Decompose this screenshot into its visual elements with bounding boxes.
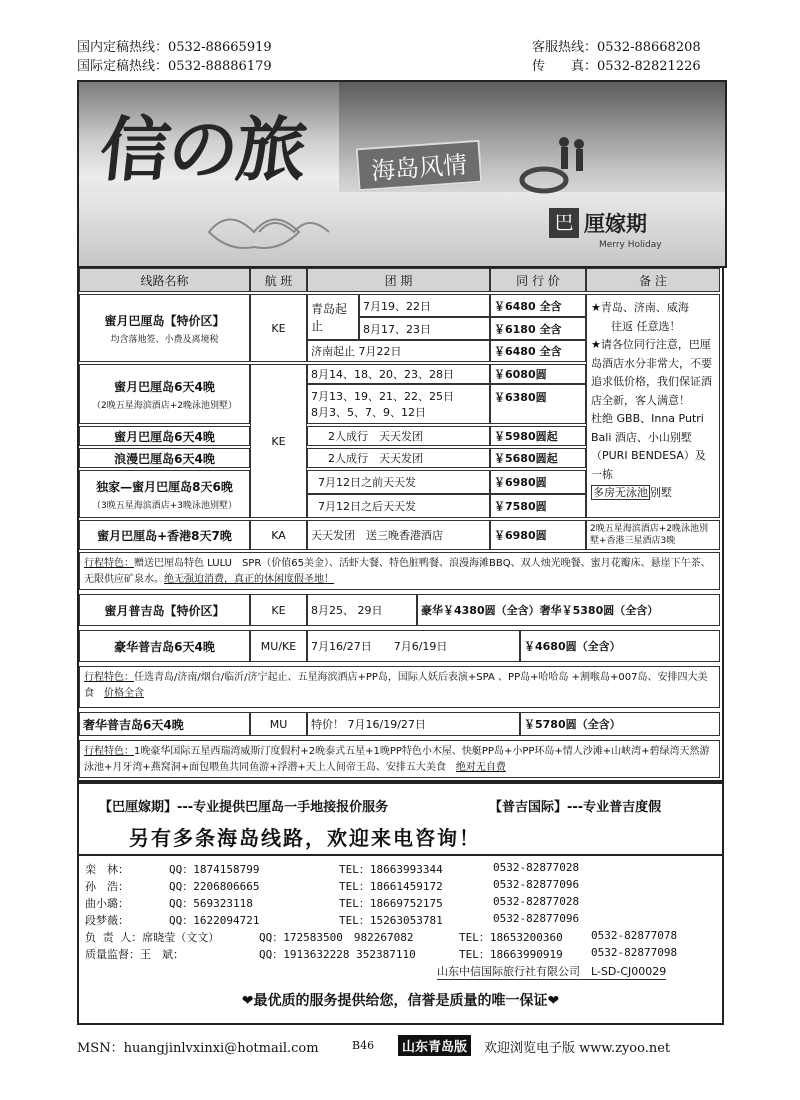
intl-hotline: 国际定稿热线：0532-88886179 [77, 59, 272, 74]
slogan: ❤最优质的服务提供给您，信誉是质量的唯一保证❤ [241, 993, 560, 1009]
date-cell: 特价！ 7月16/19/27日 [307, 712, 520, 736]
features-tail: 价格全含 [104, 688, 144, 699]
route-table [77, 266, 724, 782]
flight-cell: KA [250, 520, 307, 550]
contact-qq: QQ：569323118 [169, 897, 253, 910]
features-label: 行程特色： [84, 672, 134, 683]
promo-line1a: 【巴厘嫁期】---专业提供巴厘岛一手地接报价服务 [99, 800, 389, 815]
date-line: 8月3、5、7、9、12日 [311, 406, 426, 419]
tagline: 海岛风情 [356, 140, 483, 192]
price-cell: ￥6180 全含 [490, 317, 586, 340]
route-name-cell: 蜜月巴厘岛6天4晚 [79, 426, 250, 446]
route-name-cell: 蜜月普吉岛【特价区】 [79, 594, 250, 626]
route-name-cell [79, 364, 250, 424]
merry-holiday-en: Merry Holiday [599, 240, 662, 250]
price-cell: ￥6080圆 [490, 364, 586, 384]
date-cell: 8月14、18、20、23、28日 [307, 364, 490, 384]
route-name-cell: 奢华普吉岛6天4晚 [79, 712, 250, 736]
merry-holiday-cn: 厘嫁期 [584, 212, 647, 236]
col-notes: 备 注 [586, 268, 720, 292]
route-sub: 均含落地签、小费及离境税 [110, 334, 219, 345]
contact-office: 0532-82877096 [493, 878, 580, 891]
date-cell: 天天发团 送三晚香港酒店 [307, 520, 490, 550]
contact-tel: TEL：18661459172 [339, 880, 443, 893]
company-license: 山东中信国际旅行社有限公司 L-SD-CJ00029 [437, 965, 667, 978]
flight-cell: KE [250, 364, 307, 518]
features-tail: 绝无强迫消费，真正的休闲度假圣地！ [164, 574, 334, 585]
price-cell: ￥6480 全含 [490, 340, 586, 362]
contact-name: 段梦薇： [85, 914, 129, 927]
note-line: 杜绝 GBB、Inna Putri [591, 412, 704, 425]
price-cell: ￥5980圆起 [490, 426, 586, 446]
note-line: （PURI BENDESA）及一栋 [591, 449, 706, 481]
notes-cell [586, 294, 720, 518]
features-label: 行程特色： [84, 558, 134, 569]
route-name-cell: 豪华普吉岛6天4晚 [79, 630, 250, 662]
contact-name: 栾 林： [85, 863, 129, 876]
service-hotline: 客服热线：0532-88668208 [532, 40, 701, 55]
edition-badge: 山东青岛版 [398, 1035, 471, 1056]
contact-tel: TEL：18669752175 [339, 897, 443, 910]
contact-qq: QQ：1874158799 [169, 863, 260, 876]
contact-qq: QQ：1622094721 [169, 914, 260, 927]
col-price: 同 行 价 [490, 268, 586, 292]
note-line: ★青岛、济南、威海 [591, 301, 689, 314]
price-cell: ￥5680圆起 [490, 448, 586, 468]
col-flight: 航 班 [250, 268, 307, 292]
price-cell: ￥6980圆 [490, 470, 586, 494]
note-line-tail: 别墅 [650, 486, 672, 499]
col-dates: 团 期 [307, 268, 490, 292]
price-cell: ￥4680圆（全含） [520, 630, 720, 662]
price-cell: ￥5780圆（全含） [520, 712, 720, 736]
promo-line1b: 【普吉国际】---专业普吉度假 [489, 800, 662, 815]
notes-cell: 2晚五星海滨酒店+2晚泳池别墅+香港三星酒店3晚 [586, 520, 720, 550]
route-name: 独家—蜜月巴厘岛8天6晚 [96, 479, 233, 494]
note-line [591, 484, 715, 503]
beach-couple-icon [509, 132, 599, 202]
flight-cell: MU [250, 712, 307, 736]
route-name-cell [79, 470, 250, 518]
sand-heart-drawing-icon [199, 202, 339, 252]
note-line: 追求低价格，我们保证酒 [591, 375, 712, 388]
route-sub: （3晚五星海滨酒店+3晚泳池别墅） [92, 500, 237, 511]
banner [77, 80, 727, 268]
page-number: B46 [352, 1039, 375, 1052]
promo-box [77, 782, 724, 856]
note-line: 店全新，客人满意！ [591, 393, 690, 407]
route-name-cell: 蜜月巴厘岛+香港8天7晚 [79, 520, 250, 550]
origin-cell: 青岛起止 [307, 294, 359, 340]
route-name-cell: 浪漫巴厘岛6天4晚 [79, 448, 250, 468]
date-cell: 8月25、 29日 [307, 594, 417, 626]
contact-name: 孙 浩： [85, 880, 129, 893]
note-line: 往返 任意选！ [611, 319, 681, 333]
contact-tel: TEL：18663993344 [339, 863, 443, 876]
contact-office: 0532-82877028 [493, 861, 580, 874]
date-cell: 7月19、22日 [359, 294, 490, 317]
flight-cell: KE [250, 594, 307, 626]
date-cell: 7月12日之前天天发 [307, 470, 490, 494]
lead-tel: TEL：18653200360 [459, 931, 563, 944]
note-line: ★请各位同行注意，巴厘 [591, 338, 711, 351]
date-cell [307, 384, 490, 424]
lead-tel: TEL：18663990919 [459, 948, 563, 961]
lead-name: 质量监督：王 斌： [85, 948, 184, 961]
contact-name: 曲小璐： [85, 897, 129, 910]
promo-line2: 另有多条海岛线路，欢迎来电咨询！ [129, 826, 481, 850]
contacts-box [77, 854, 724, 1025]
flight-cell: MU/KE [250, 630, 307, 662]
lead-office: 0532-82877098 [591, 946, 678, 959]
contact-office: 0532-82877096 [493, 912, 580, 925]
lead-qq: QQ：172583500 982267082 [259, 931, 414, 944]
price-cell: ￥7580圆 [490, 494, 586, 518]
route-sub: （2晚五星海滨酒店+2晚泳池别墅） [92, 400, 237, 411]
price-cell: ￥6380圆 [490, 384, 586, 424]
date-cell: 8月17、23日 [359, 317, 490, 340]
note-line: Bali 酒店、小山别墅 [591, 430, 692, 444]
price-cell: 豪华￥4380圆（全含）奢华￥5380圆（全含） [417, 594, 720, 626]
price-cell: ￥6980圆 [490, 520, 586, 550]
route-name-cell [79, 294, 250, 362]
price-cell: ￥6480 全含 [490, 294, 586, 317]
date-cell: 2人成行 天天发团 [307, 448, 490, 468]
date-cell: 2人成行 天天发团 [307, 426, 490, 446]
date-cell: 7月12日之后天天发 [307, 494, 490, 518]
brand-logo: 信の旅 [96, 108, 309, 191]
flight-cell: KE [250, 294, 307, 362]
itinerary-features [79, 552, 720, 590]
itinerary-features [79, 666, 720, 708]
contact-qq: QQ：2206806665 [169, 880, 260, 893]
itinerary-features [79, 740, 720, 778]
route-name: 蜜月巴厘岛【特价区】 [104, 313, 225, 328]
route-name: 蜜月巴厘岛6天4晚 [114, 379, 215, 394]
contact-office: 0532-82877028 [493, 895, 580, 908]
contact-tel: TEL：15263053781 [339, 914, 443, 927]
msn-contact: MSN：huangjinlvxinxi@hotmail.com [77, 1041, 319, 1056]
site-link[interactable]: 欢迎浏览电子版 www.zyoo.net [484, 1041, 671, 1056]
date-cell: 7月16/27日 7月6/19日 [307, 630, 520, 662]
note-line: 岛酒店水分非常大，不要 [591, 356, 712, 370]
lead-office: 0532-82877078 [591, 929, 678, 942]
date-line: 7月13、19、21、22、25日 [311, 390, 454, 403]
features-text: 赠送巴厘岛特色 LULU SPR（价值65美金）、活虾大餐、特色脏鸭餐、浪漫海滩BBQ、双人烛光晚餐、蜜月花瓣床、悬崖下午茶、无限供应矿泉水。 [84, 558, 711, 585]
col-route-name: 线路名称 [79, 268, 250, 292]
features-text: 1晚豪华国际五星西瑞湾威斯汀度假村+2晚泰式五星+1晚PP特色小木屋、快艇PP岛+小PP环岛+情人沙滩+山峡湾+碧绿湾天然游泳池+月牙湾+燕窝洞+面包喂鱼共同鱼游+浮潜+天上人间帝王岛、安排五大美食 [84, 746, 710, 773]
merry-holiday-logo-icon: 巴 [549, 208, 579, 238]
features-text: 任选青岛/济南/烟台/临沂/济宁起止、五星海滨酒店+PP岛，国际人妖后表演+SPA 、PP岛+哈哈岛 +割喉岛+007岛、安排四大美食 [84, 672, 708, 699]
date-cell: 济南起止 7月22日 [307, 340, 490, 362]
lead-name: 负 责 人：席晓莹（文文） [85, 931, 220, 944]
lead-qq: QQ：1913632228 352387110 [259, 948, 416, 961]
fax-number: 传 真：0532-82821226 [532, 59, 701, 74]
features-label: 行程特色： [84, 746, 134, 757]
features-tail: 绝对无自费 [455, 762, 506, 773]
domestic-hotline: 国内定稿热线：0532-88665919 [77, 40, 272, 55]
boxed-note: 多房无泳池 [593, 486, 648, 499]
